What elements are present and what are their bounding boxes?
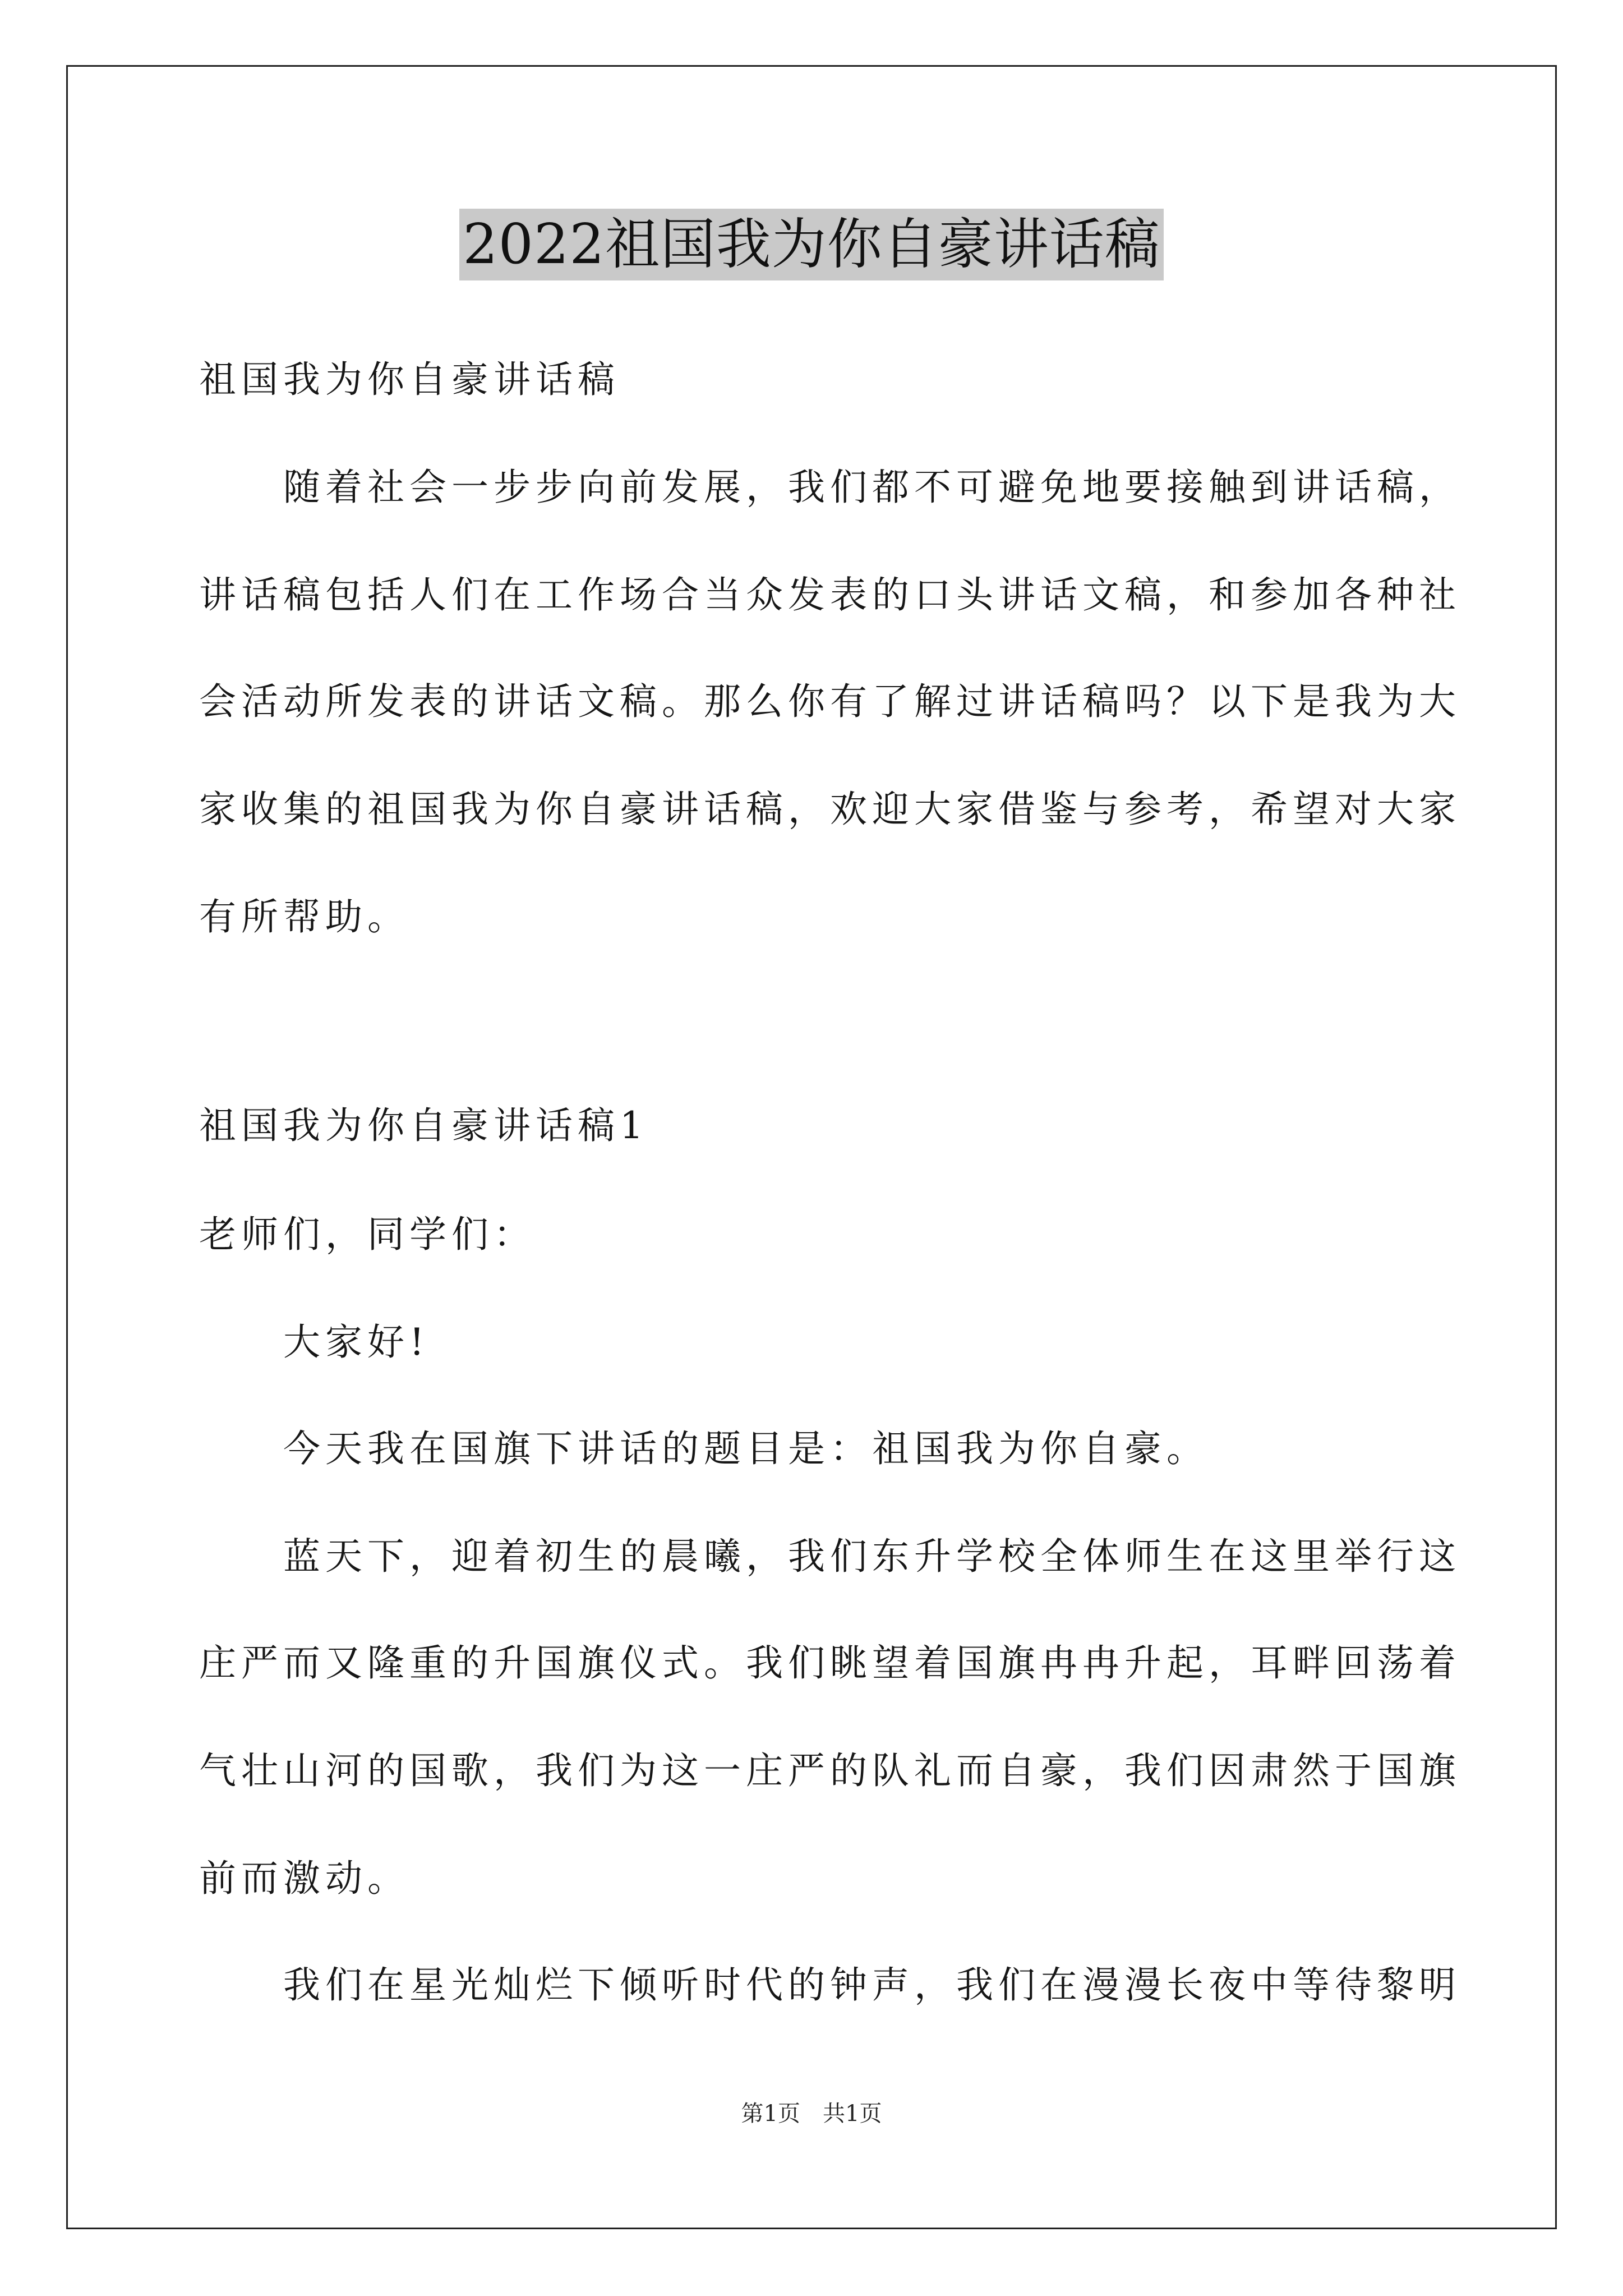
paragraph-line: 会活动所发表的讲话文稿。那么你有了解过讲话稿吗？以下是我为大 <box>199 680 1461 723</box>
paragraph-line: 庄严而又隆重的升国旗仪式。我们眺望着国旗冉冉升起，耳畔回荡着 <box>199 1641 1461 1685</box>
paragraph-line: 随着社会一步步向前发展，我们都不可避免地要接触到讲话稿， <box>283 466 1461 509</box>
title-container <box>0 209 1623 280</box>
page-footer: 第1页 共1页 <box>741 2101 882 2127</box>
document-title: 2022祖国我为你自豪讲话稿 <box>459 209 1163 280</box>
section-heading: 祖国我为你自豪讲话稿1 <box>199 1104 648 1147</box>
salutation-line: 老师们，同学们： <box>199 1213 536 1256</box>
paragraph-line: 前而激动。 <box>199 1857 409 1900</box>
paragraph-line: 我们在星光灿烂下倾听时代的钟声，我们在漫漫长夜中等待黎明 <box>283 1963 1461 2007</box>
paragraph-line: 蓝天下，迎着初生的晨曦，我们东升学校全体师生在这里举行这 <box>283 1535 1461 1578</box>
paragraph-line: 家收集的祖国我为你自豪讲话稿，欢迎大家借鉴与参考，希望对大家 <box>199 788 1461 831</box>
subtitle-line: 祖国我为你自豪讲话稿 <box>199 358 620 401</box>
greeting-line: 大家好! <box>283 1320 430 1364</box>
paragraph-line: 气壮山河的国歌，我们为这一庄严的队礼而自豪，我们因肃然于国旗 <box>199 1749 1461 1792</box>
paragraph-line: 有所帮助。 <box>199 895 409 938</box>
paragraph-line: 讲话稿包括人们在工作场合当众发表的口头讲话文稿，和参加各种社 <box>199 573 1461 616</box>
paragraph-line: 今天我在国旗下讲话的题目是：祖国我为你自豪。 <box>283 1427 1209 1470</box>
